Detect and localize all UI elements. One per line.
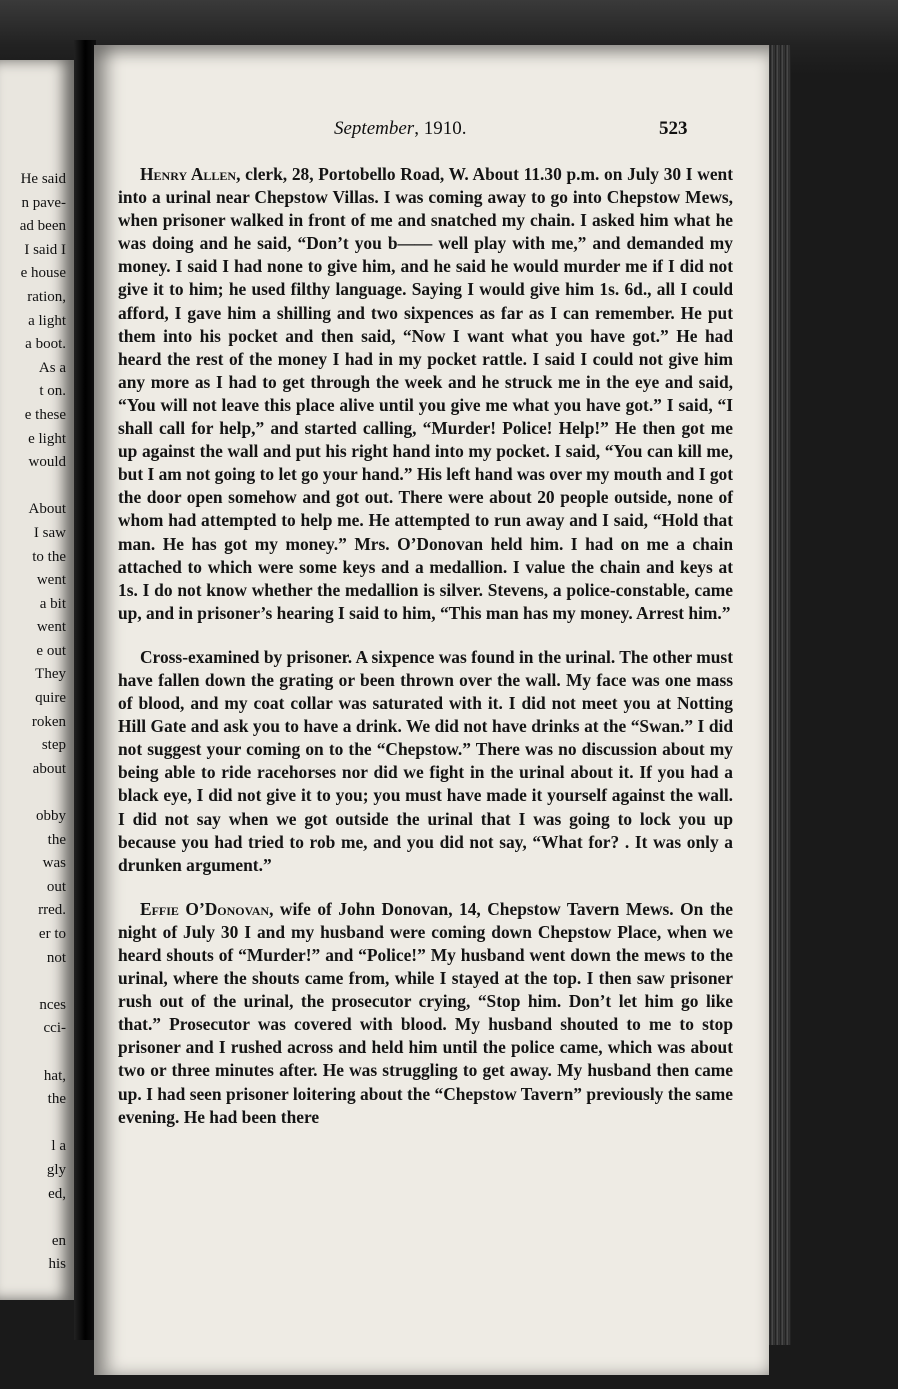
left-fragment-line: e out xyxy=(36,642,66,659)
left-fragment-line: n pave- xyxy=(21,194,66,211)
speaker-name: Effie O’Donovan xyxy=(140,898,270,919)
left-fragment-line: a light xyxy=(28,312,66,329)
left-fragment-line xyxy=(20,1041,66,1065)
left-fragment-line: I said I xyxy=(24,241,66,258)
left-fragment-line: gly xyxy=(46,1161,66,1178)
paragraph-text: Cross-examined by prisoner. A sixpence was found in the urinal. The other must have fallen down the grating or been thrown over the wall. My face was one mass of blood, and my coat collar was saturated with it. I did not meet you at Notting Hill Gate and ask you to have a drink. We did not have drinks at the “Swan.” I did not suggest your coming on to the “Chepstow.” There was no discussion about my being able to ride racehorses nor did we fight in the urinal about it. If you had a black eye, I did not give it to you; you must have made it yourself against the wall. I did not say when we got outside the urinal that I was going to lock you up because you had tried to rob me, and you did not say, “What for? . It was only a drunken argument.” xyxy=(118,646,733,875)
left-fragment-line: e house xyxy=(20,265,66,282)
right-page xyxy=(94,45,769,1375)
left-fragment-line: was xyxy=(42,855,66,872)
left-fragment-line: went xyxy=(36,619,66,636)
left-fragment-line: He said xyxy=(20,171,66,187)
paragraph-henry-allen xyxy=(118,163,733,625)
left-fragment-line: to the xyxy=(32,548,66,565)
left-fragment-line: would xyxy=(28,454,66,471)
left-fragment-line: the xyxy=(47,831,66,848)
left-fragment-line: I saw xyxy=(33,524,66,541)
left-fragment-line: the xyxy=(47,1091,66,1108)
page-number: 523 xyxy=(659,118,688,139)
left-fragment-line: not xyxy=(46,949,66,966)
left-fragment-line: a bit xyxy=(39,595,66,612)
header-year: , 1910. xyxy=(414,118,467,139)
body-text xyxy=(118,163,733,1150)
header-date xyxy=(334,118,466,140)
left-fragment-line xyxy=(20,970,66,994)
left-fragment-line: As a xyxy=(38,359,66,376)
paragraph-cross-examination xyxy=(118,646,733,877)
book-gutter xyxy=(74,40,96,1340)
running-header xyxy=(94,118,769,144)
left-fragment-line: rred. xyxy=(38,902,66,919)
left-fragment-line: cci- xyxy=(43,1020,66,1037)
left-fragment-line xyxy=(20,781,66,805)
left-page-text-fragments xyxy=(20,168,66,1277)
left-fragment-line: roken xyxy=(31,713,66,730)
left-fragment-line: hat, xyxy=(43,1067,66,1084)
header-month: September xyxy=(334,118,415,139)
paragraph-effie-odonovan xyxy=(118,898,733,1129)
left-fragment-line xyxy=(20,1206,66,1230)
left-fragment-line: e light xyxy=(28,430,66,447)
left-fragment-line: step xyxy=(41,737,66,754)
speaker-name: Henry Allen xyxy=(140,164,237,184)
left-fragment-line: l a xyxy=(51,1138,66,1155)
left-fragment-line: went xyxy=(36,572,66,589)
left-fragment-line: er to xyxy=(38,926,66,942)
left-fragment-line: quire xyxy=(35,690,66,707)
left-fragment-line: out xyxy=(46,878,66,895)
left-fragment-line: about xyxy=(32,760,66,777)
left-fragment-line: t on. xyxy=(39,383,66,400)
left-fragment-line: About xyxy=(28,501,66,518)
left-fragment-line: ration, xyxy=(27,288,66,305)
page-stack-edge xyxy=(769,45,791,1345)
paragraph-text: , clerk, 28, Portobello Road, W. About 11.30 p.m. on July 30 I went into a urinal near Chepstow Villas. I was coming away to go into Chepstow Mews, when prisoner walked in front of me and snatched my chain. I asked him what he was doing and he said, “Don’t you b—— well play with me,” and demanded my money. I said I had none to give him, and he said he would murder me if I did not give it to him; he used filthy language. Saying I would give him 1s. 6d., all I could afford, I gave him a shilling and two sixpences as far as I can remember. He put them into his pocket and then said, “Now I want what you have got.” He had heard the rest of the money I had in my pocket rattle. I said I could not give him any more as I had to get through the week and he struck me in the eye and said, “You will not leave this place alive until you give me what you have got.” I said, “I shall call for help,” and started calling, “Murder! Police! Help!” He then got me up against the wall and put his right hand into my pocket. I said, “You can kill me, but I am not going to let go your hand.” His left hand was over my mouth and I got the door open somehow and got out. There were about 20 people outside, none of whom had attempted to help me. He attempted to run away and I said, “Hold that man. He has got my money.” Mrs. O’Donovan held him. I had on me a chain attached to which were some keys and a medallion. I value the chain and keys at 1s. I do not know whether the medallion is silver. Stevens, a police-constable, came up, and in prisoner’s hearing I said to him, “This man has my money. Arrest him.” xyxy=(118,164,734,623)
left-fragment-line: his xyxy=(48,1256,66,1273)
left-fragment-line xyxy=(20,1112,66,1136)
left-fragment-line: nces xyxy=(39,996,66,1013)
left-fragment-line: e these xyxy=(24,406,66,423)
left-fragment-line: They xyxy=(35,666,66,683)
left-fragment-line: obby xyxy=(36,808,66,825)
left-fragment-line: ed, xyxy=(48,1185,66,1202)
left-fragment-line: en xyxy=(51,1232,66,1249)
left-fragment-line: ad been xyxy=(19,218,66,235)
left-fragment-line xyxy=(20,475,66,499)
paragraph-text: , wife of John Donovan, 14, Chepstow Tavern Mews. On the night of July 30 I and my husband were coming down Chepstow Place, when we heard shouts of “Murder!” and “Police!” My husband went down the mews to the urinal, where the shouts came from, while I stayed at the top. I then saw prisoner rush out of the urinal, the prosecutor crying, “Stop him. Don’t let him go like that.” Prosecutor was covered with blood. My husband shouted to me to stop prisoner and I rushed across and held him until the police came, which was about two or three minutes after. He was struggling to get away. My husband then came up. I had seen prisoner loitering about the “Chepstow Tavern” previously the same evening. He had been there xyxy=(118,898,733,1127)
left-fragment-line: a boot. xyxy=(25,336,66,353)
left-page-edge xyxy=(0,60,74,1300)
